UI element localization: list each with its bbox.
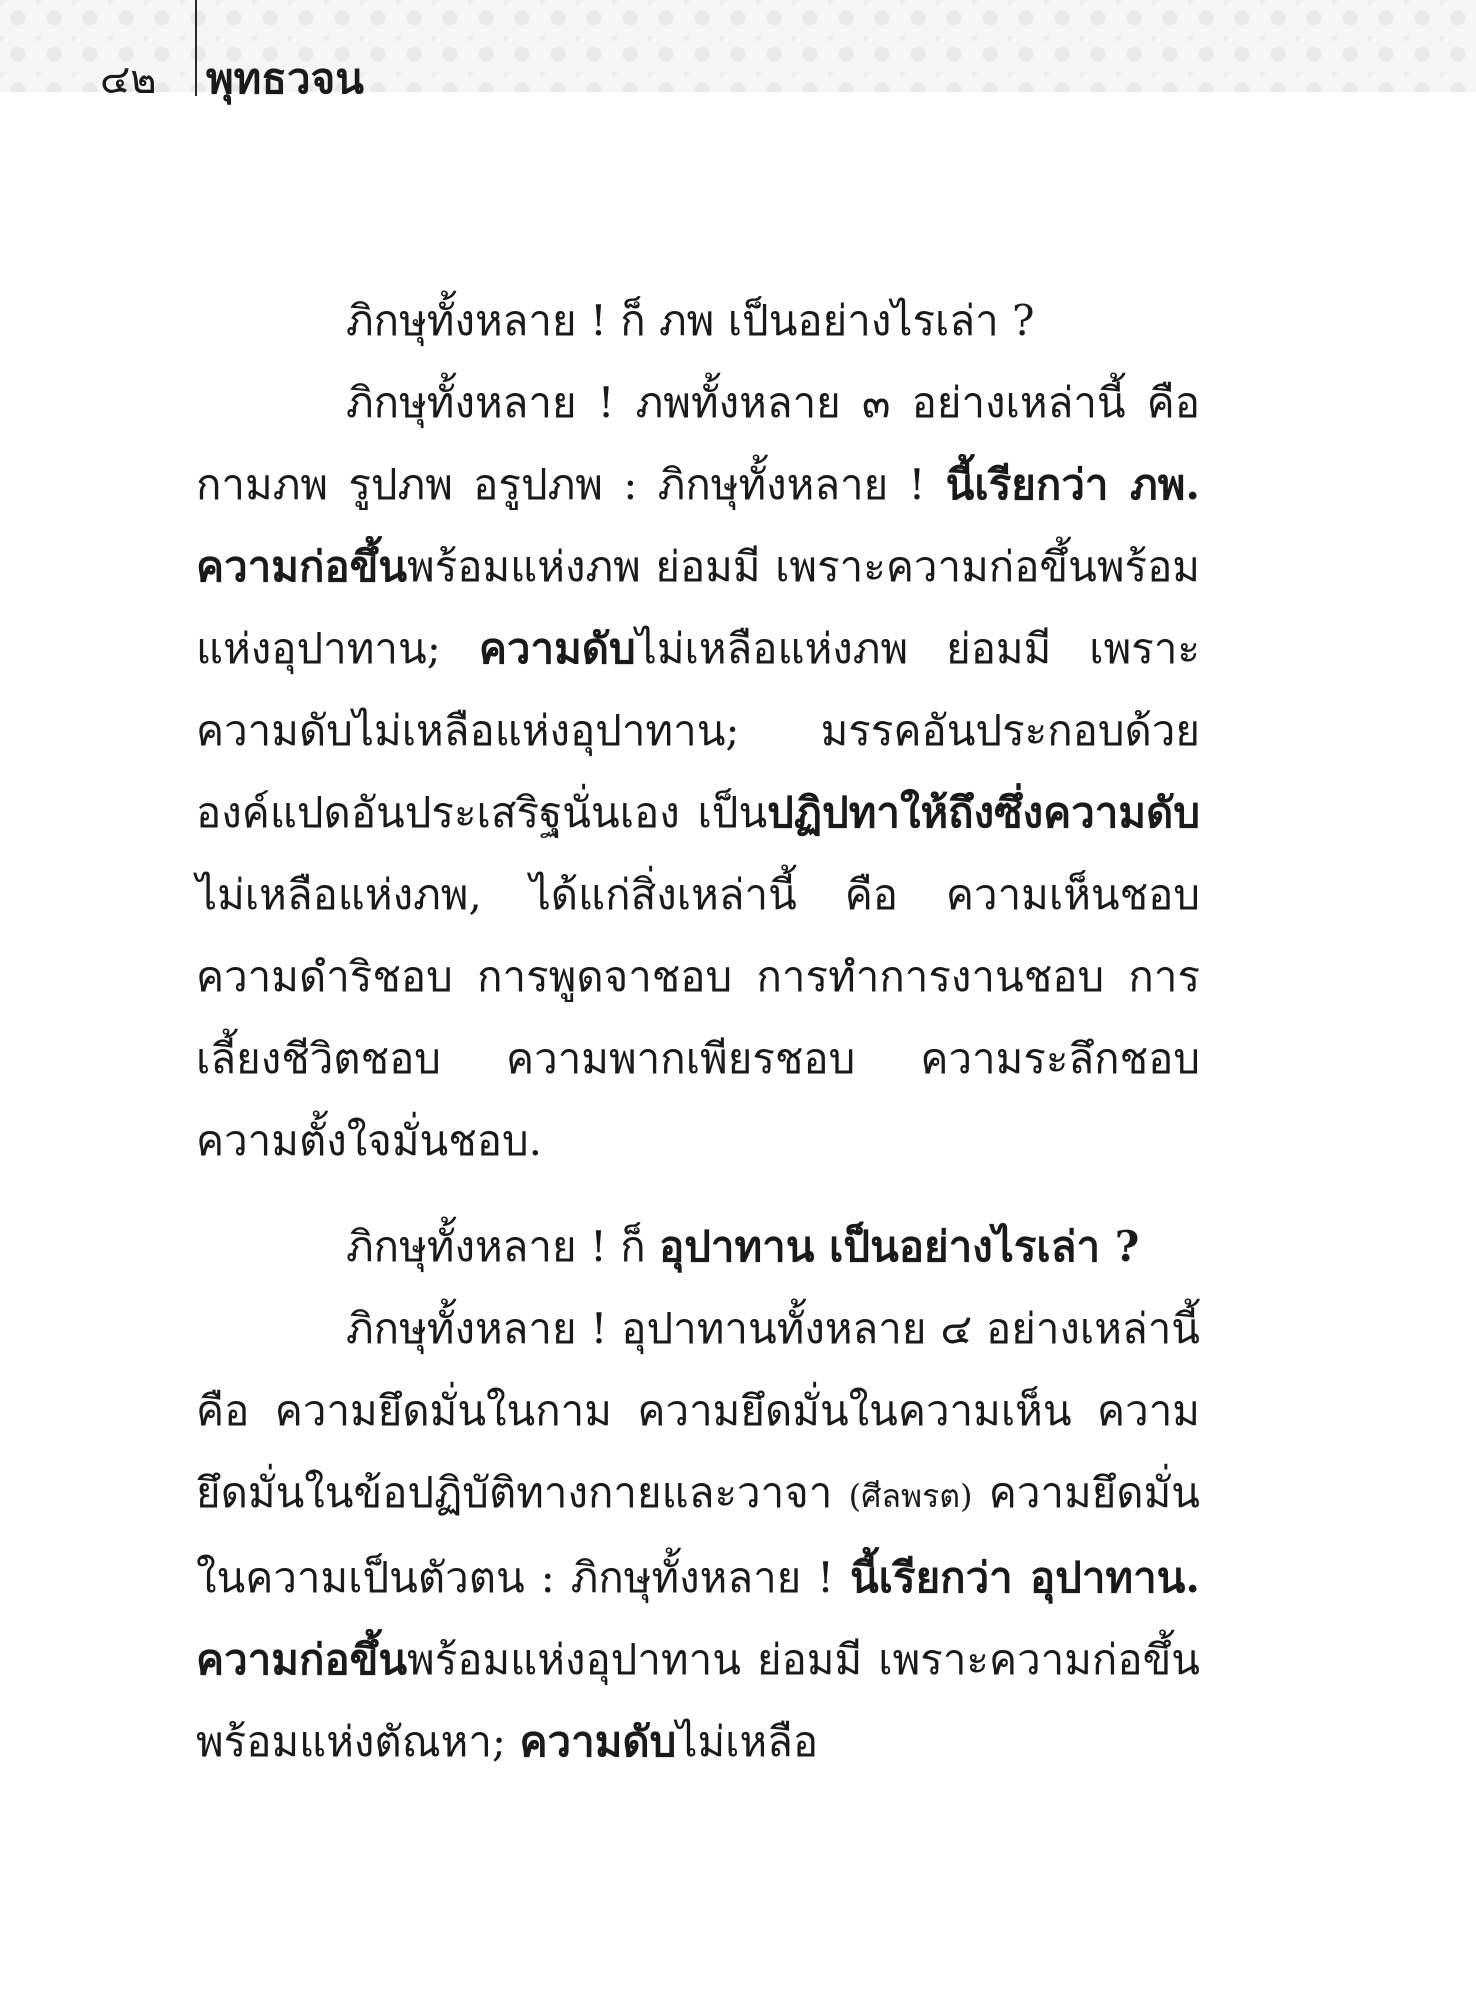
body-text — [196, 280, 1200, 1783]
text-span: พร้อมแห่งภพ ย่อมมี เพราะความก่อขึ้นพร้อมแห่งอุปาทาน; — [196, 542, 1200, 673]
running-title: พุทธวจน — [206, 54, 364, 103]
bold-term: ปฏิปทาให้ถึงซึ่งความดับ — [767, 788, 1200, 837]
small-note: (ศีลพรต) — [848, 1477, 973, 1515]
text-span: พร้อมแห่งอุปาทาน ย่อมมี เพราะความก่อขึ้นพร้อมแห่งตัณหา; — [196, 1635, 1200, 1766]
header-divider — [195, 0, 197, 96]
text-span: ความยึดมั่นในความเป็นตัวตน : ภิกษุทั้งหลาย ! — [196, 1468, 1200, 1602]
text-span: ภิกษุทั้งหลาย ! อุปาทานทั้งหลาย ๔ อย่างเหล่านี้ คือ ความยึดมั่นในกาม ความยึดมั่นในความเห็น ความยึดมั่นในข้อปฏิบัติทางกายและวาจา — [196, 1304, 1200, 1517]
text-span: ภิกษุทั้งหลาย ! ก็ — [346, 1222, 659, 1271]
paragraph-question-bhava — [196, 280, 1200, 362]
paragraph-answer-upadana — [196, 1288, 1200, 1783]
bold-term: อุปาทาน เป็นอย่างไรเล่า ? — [658, 1222, 1140, 1271]
bold-term: ความดับ — [519, 1717, 677, 1766]
text-span: ภิกษุทั้งหลาย ! ภพทั้งหลาย ๓ อย่างเหล่านี้ คือ กามภพ รูปภพ อรูปภพ : ภิกษุทั้งหลาย ! — [196, 378, 1200, 509]
text-span: ไม่เหลือ — [676, 1717, 819, 1766]
paragraph-answer-bhava — [196, 362, 1200, 1182]
paragraph-question-upadana — [196, 1206, 1200, 1288]
text-span: ไม่เหลือแห่งภพ ย่อมมี เพราะความดับไม่เหลือแห่งอุปาทาน; มรรคอันประกอบด้วยองค์แปดอันประเสริฐนั่นเอง เป็น — [196, 624, 1200, 837]
page-number: ๔๒ — [100, 57, 157, 103]
bold-term: นี้เรียกว่า อุปาทาน. ความก่อขึ้น — [196, 1553, 1201, 1684]
text-span: ภิกษุทั้งหลาย ! ก็ ภพ เป็นอย่างไรเล่า ? — [346, 296, 1035, 345]
bold-term: นี้เรียกว่า ภพ. ความก่อขึ้น — [196, 460, 1201, 591]
text-span: ไม่เหลือแห่งภพ, ได้แก่สิ่งเหล่านี้ คือ ความเห็นชอบ ความดำริชอบ การพูดจาชอบ การทำการงานชอบ การเลี้ยงชีวิตชอบ ความพากเพียรชอบ ความระลึกชอบ ความตั้งใจมั่นชอบ. — [196, 870, 1200, 1165]
bold-term: ความดับ — [478, 624, 636, 673]
